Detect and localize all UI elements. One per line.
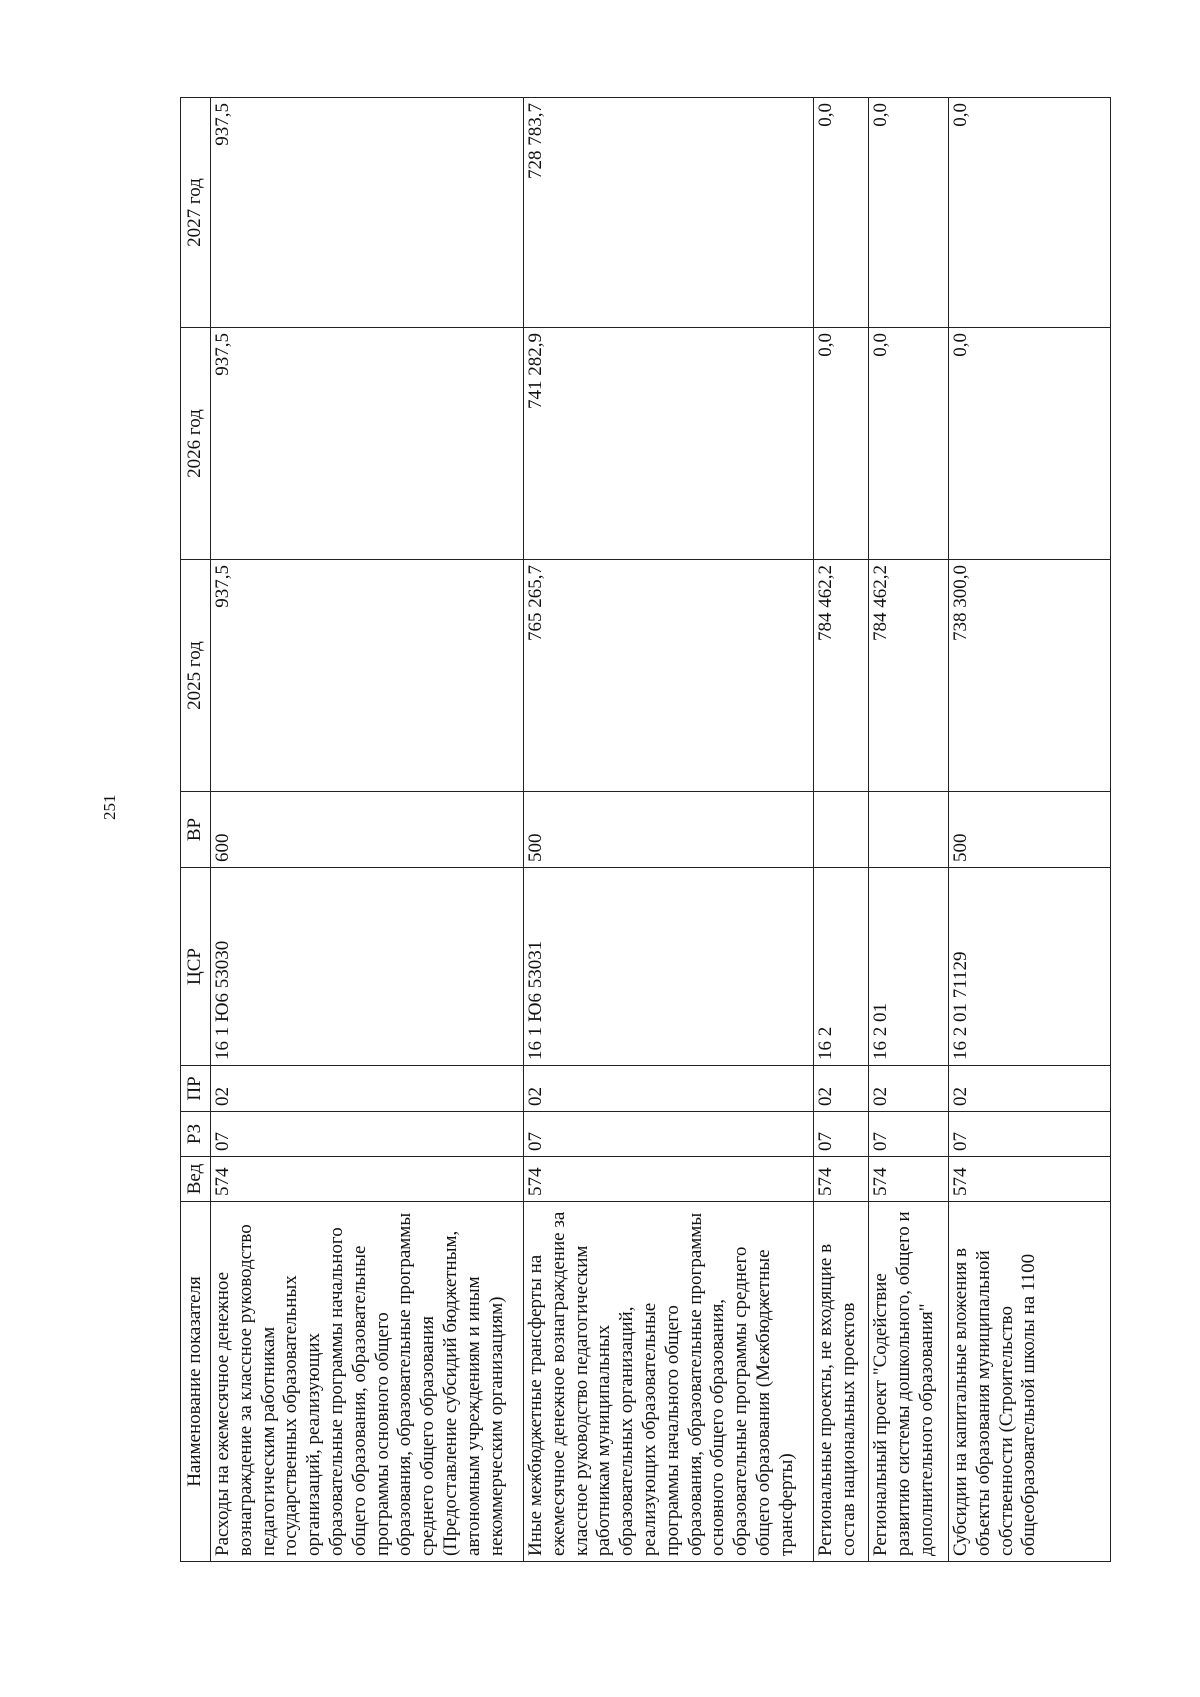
row-csr: 16 1 Ю6 53031 [524,868,814,1066]
header-2027: 2027 год [181,98,211,328]
row-ved: 574 [211,1157,524,1202]
header-pr: ПР [181,1066,211,1112]
row-pr: 02 [869,1066,949,1112]
table-row [524,98,814,1562]
page-number: 251 [100,794,119,820]
row-2027: 728 783,7 [524,98,814,328]
row-rz: 07 [869,1112,949,1157]
table-row [949,98,1111,1562]
header-csr: ЦСР [181,868,211,1066]
row-ved: 574 [949,1157,1111,1202]
row-2027: 937,5 [211,98,524,328]
table-row [814,98,869,1562]
row-csr: 16 2 [814,868,869,1066]
row-vr: 600 [211,792,524,868]
header-2026: 2026 год [181,328,211,560]
row-name: Региональные проекты, не входящие в состав национальных проектов [814,1202,869,1562]
row-ved: 574 [524,1157,814,1202]
table-header-row [181,98,211,1562]
row-vr [869,792,949,868]
row-2025: 738 300,0 [949,560,1111,792]
budget-table [180,97,1111,1562]
row-2026: 741 282,9 [524,328,814,560]
row-csr: 16 2 01 [869,868,949,1066]
row-ved: 574 [814,1157,869,1202]
row-vr [814,792,869,868]
table-row [869,98,949,1562]
row-pr: 02 [524,1066,814,1112]
row-2027: 0,0 [814,98,869,328]
header-2025: 2025 год [181,560,211,792]
row-rz: 07 [949,1112,1111,1157]
row-rz: 07 [814,1112,869,1157]
row-csr: 16 1 Ю6 53030 [211,868,524,1066]
header-vr: ВР [181,792,211,868]
row-2025: 784 462,2 [814,560,869,792]
row-ved: 574 [869,1157,949,1202]
row-name: Субсидии на капитальные вложения в объекты образования муниципальной собственности (Строительство общеобразовательной школы на 1100 [949,1202,1111,1562]
row-vr: 500 [524,792,814,868]
row-name: Иные межбюджетные трансферты на ежемесячное денежное вознаграждение за классное руководство педагогическим работникам муниципальных образовательных организаций, реализующих образовательные программы начального общего образования, образовательные программы основного общего образования, образовательные программы среднего общего образования (Межбюджетные трансферты) [524,1202,814,1562]
row-2025: 937,5 [211,560,524,792]
row-2025: 765 265,7 [524,560,814,792]
row-2026: 0,0 [869,328,949,560]
header-rz: РЗ [181,1112,211,1157]
row-rz: 07 [211,1112,524,1157]
row-2026: 937,5 [211,328,524,560]
row-rz: 07 [524,1112,814,1157]
row-csr: 16 2 01 71129 [949,868,1111,1066]
row-name: Расходы на ежемесячное денежное вознаграждение за классное руководство педагогическим работникам государственных образовательных организаций, реализующих образовательные программы начального общего образования, образовательные программы основного общего образования, образовательные программы среднего общего образования (Предоставление субсидий бюджетным, автономным учреждениям и иным некоммерческим организациям) [211,1202,524,1562]
row-2025: 784 462,2 [869,560,949,792]
row-pr: 02 [949,1066,1111,1112]
header-name: Наименование показателя [181,1202,211,1562]
row-name: Региональный проект "Содействие развитию системы дошкольного, общего и дополнительного образования" [869,1202,949,1562]
row-pr: 02 [211,1066,524,1112]
budget-table-rotated [180,98,1110,1562]
row-pr: 02 [814,1066,869,1112]
row-2027: 0,0 [869,98,949,328]
table-row [211,98,524,1562]
row-2026: 0,0 [949,328,1111,560]
row-2027: 0,0 [949,98,1111,328]
row-2026: 0,0 [814,328,869,560]
header-ved: Вед [181,1157,211,1202]
row-vr: 500 [949,792,1111,868]
